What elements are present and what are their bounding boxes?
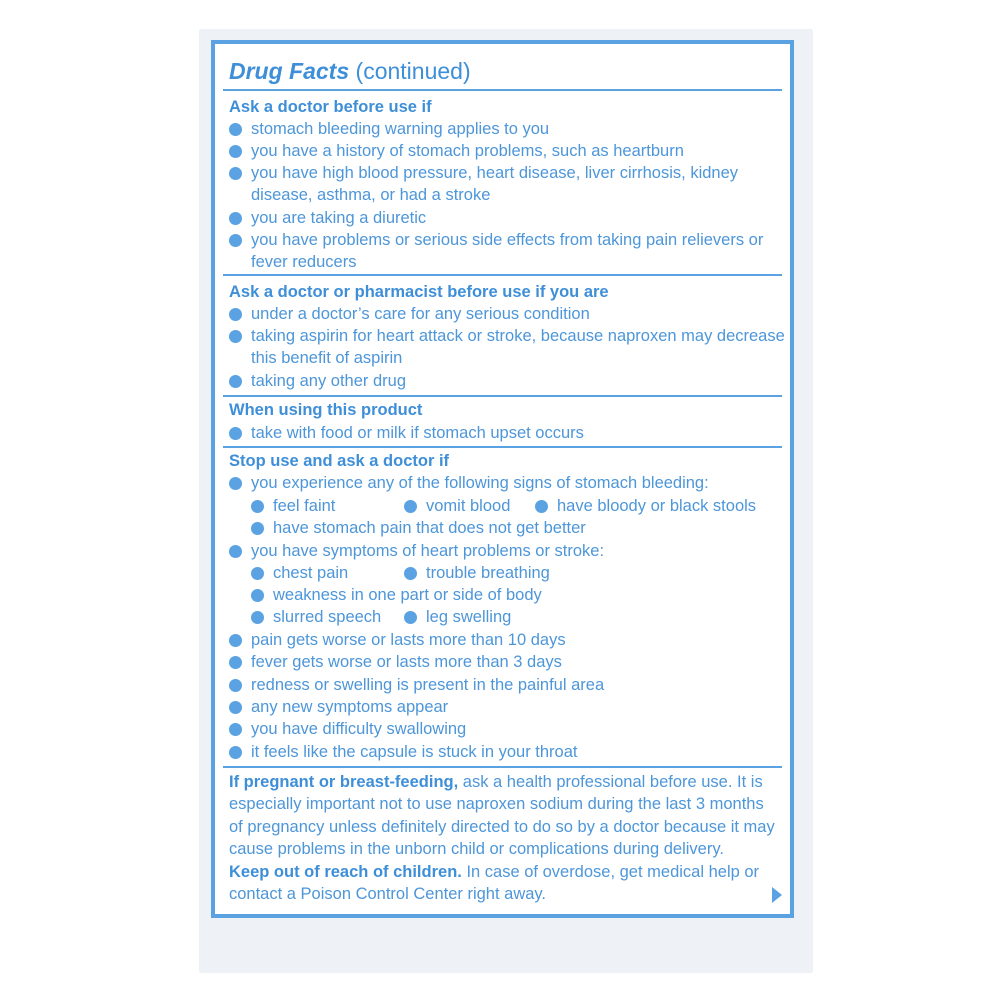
bullet-icon — [229, 634, 242, 647]
sub-list-item: slurred speech — [251, 606, 381, 628]
bullet-icon — [251, 522, 264, 535]
list-item: you experience any of the following signs of stomach bleeding: — [229, 472, 791, 494]
bullet-icon — [229, 427, 242, 440]
sub-list-item: vomit blood — [404, 495, 510, 517]
sub-list-item: chest pain — [251, 562, 348, 584]
bullet-icon — [229, 375, 242, 388]
children-warning: Keep out of reach of children. In case of overdose, get medical help or contact a Poison Control Center right away. — [229, 863, 760, 904]
bullet-icon — [251, 611, 264, 624]
bullet-icon — [229, 679, 242, 692]
list-item: taking any other drug — [229, 370, 791, 392]
sub-list-item: have bloody or black stools — [535, 495, 756, 517]
list-item: stomach bleeding warning applies to you — [229, 118, 791, 140]
bullet-icon — [229, 545, 242, 558]
ask-pharmacist-heading: Ask a doctor or pharmacist before use if you are — [229, 283, 609, 301]
list-item: you are taking a diuretic — [229, 207, 791, 229]
bullet-icon — [229, 723, 242, 736]
bullet-icon — [404, 567, 417, 580]
list-item: any new symptoms appear — [229, 696, 791, 718]
list-item: redness or swelling is present in the painful area — [229, 674, 791, 696]
section-divider — [223, 446, 782, 448]
list-item: you have high blood pressure, heart disease, liver cirrhosis, kidney disease, asthma, or had a stroke — [229, 162, 791, 207]
bullet-icon — [229, 330, 242, 343]
list-item: under a doctor’s care for any serious condition — [229, 303, 791, 325]
bullet-icon — [404, 611, 417, 624]
bullet-icon — [229, 212, 242, 225]
bullet-icon — [229, 701, 242, 714]
bullet-icon — [251, 500, 264, 513]
list-item: pain gets worse or lasts more than 10 days — [229, 629, 791, 651]
bullet-icon — [229, 234, 242, 247]
list-item: you have problems or serious side effects from taking pain relievers or fever reducers — [229, 229, 791, 274]
sub-list-item: leg swelling — [404, 606, 511, 628]
when-using-heading: When using this product — [229, 401, 423, 419]
sub-list-item: weakness in one part or side of body — [251, 584, 542, 606]
bullet-icon — [251, 567, 264, 580]
bullet-icon — [404, 500, 417, 513]
sub-list-item: have stomach pain that does not get better — [251, 517, 586, 539]
bullet-icon — [229, 145, 242, 158]
bullet-icon — [251, 589, 264, 602]
section-divider — [223, 274, 782, 276]
sub-list-item: trouble breathing — [404, 562, 550, 584]
sub-list-item: feel faint — [251, 495, 335, 517]
section-divider — [223, 395, 782, 397]
drug-facts-title: Drug Facts (continued) — [229, 58, 471, 84]
list-item: it feels like the capsule is stuck in your throat — [229, 741, 791, 763]
bullet-icon — [229, 167, 242, 180]
list-item: taking aspirin for heart attack or stroke, because naproxen may decrease this benefit of aspirin — [229, 325, 791, 370]
bullet-icon — [535, 500, 548, 513]
bullet-icon — [229, 477, 242, 490]
list-item: you have a history of stomach problems, such as heartburn — [229, 140, 791, 162]
list-item: take with food or milk if stomach upset occurs — [229, 422, 791, 444]
bullet-icon — [229, 308, 242, 321]
section-divider — [223, 766, 782, 768]
drug-facts-panel — [211, 40, 794, 918]
ask-doctor-heading: Ask a doctor before use if — [229, 98, 432, 116]
bullet-icon — [229, 656, 242, 669]
bullet-icon — [229, 746, 242, 759]
list-item: you have symptoms of heart problems or stroke: — [229, 540, 791, 562]
stop-use-heading: Stop use and ask a doctor if — [229, 452, 450, 470]
list-item: you have difficulty swallowing — [229, 718, 791, 740]
continue-arrow-icon — [772, 887, 782, 903]
list-item: fever gets worse or lasts more than 3 days — [229, 651, 791, 673]
pregnancy-warning: If pregnant or breast-feeding, ask a health professional before use. It is especially important not to use naproxen sodium during the last 3 months of pregnancy unless definitely directed to do so by a doctor because it may cause problems in the unborn child or complications during delivery. — [229, 773, 775, 858]
bullet-icon — [229, 123, 242, 136]
title-divider — [223, 89, 782, 91]
